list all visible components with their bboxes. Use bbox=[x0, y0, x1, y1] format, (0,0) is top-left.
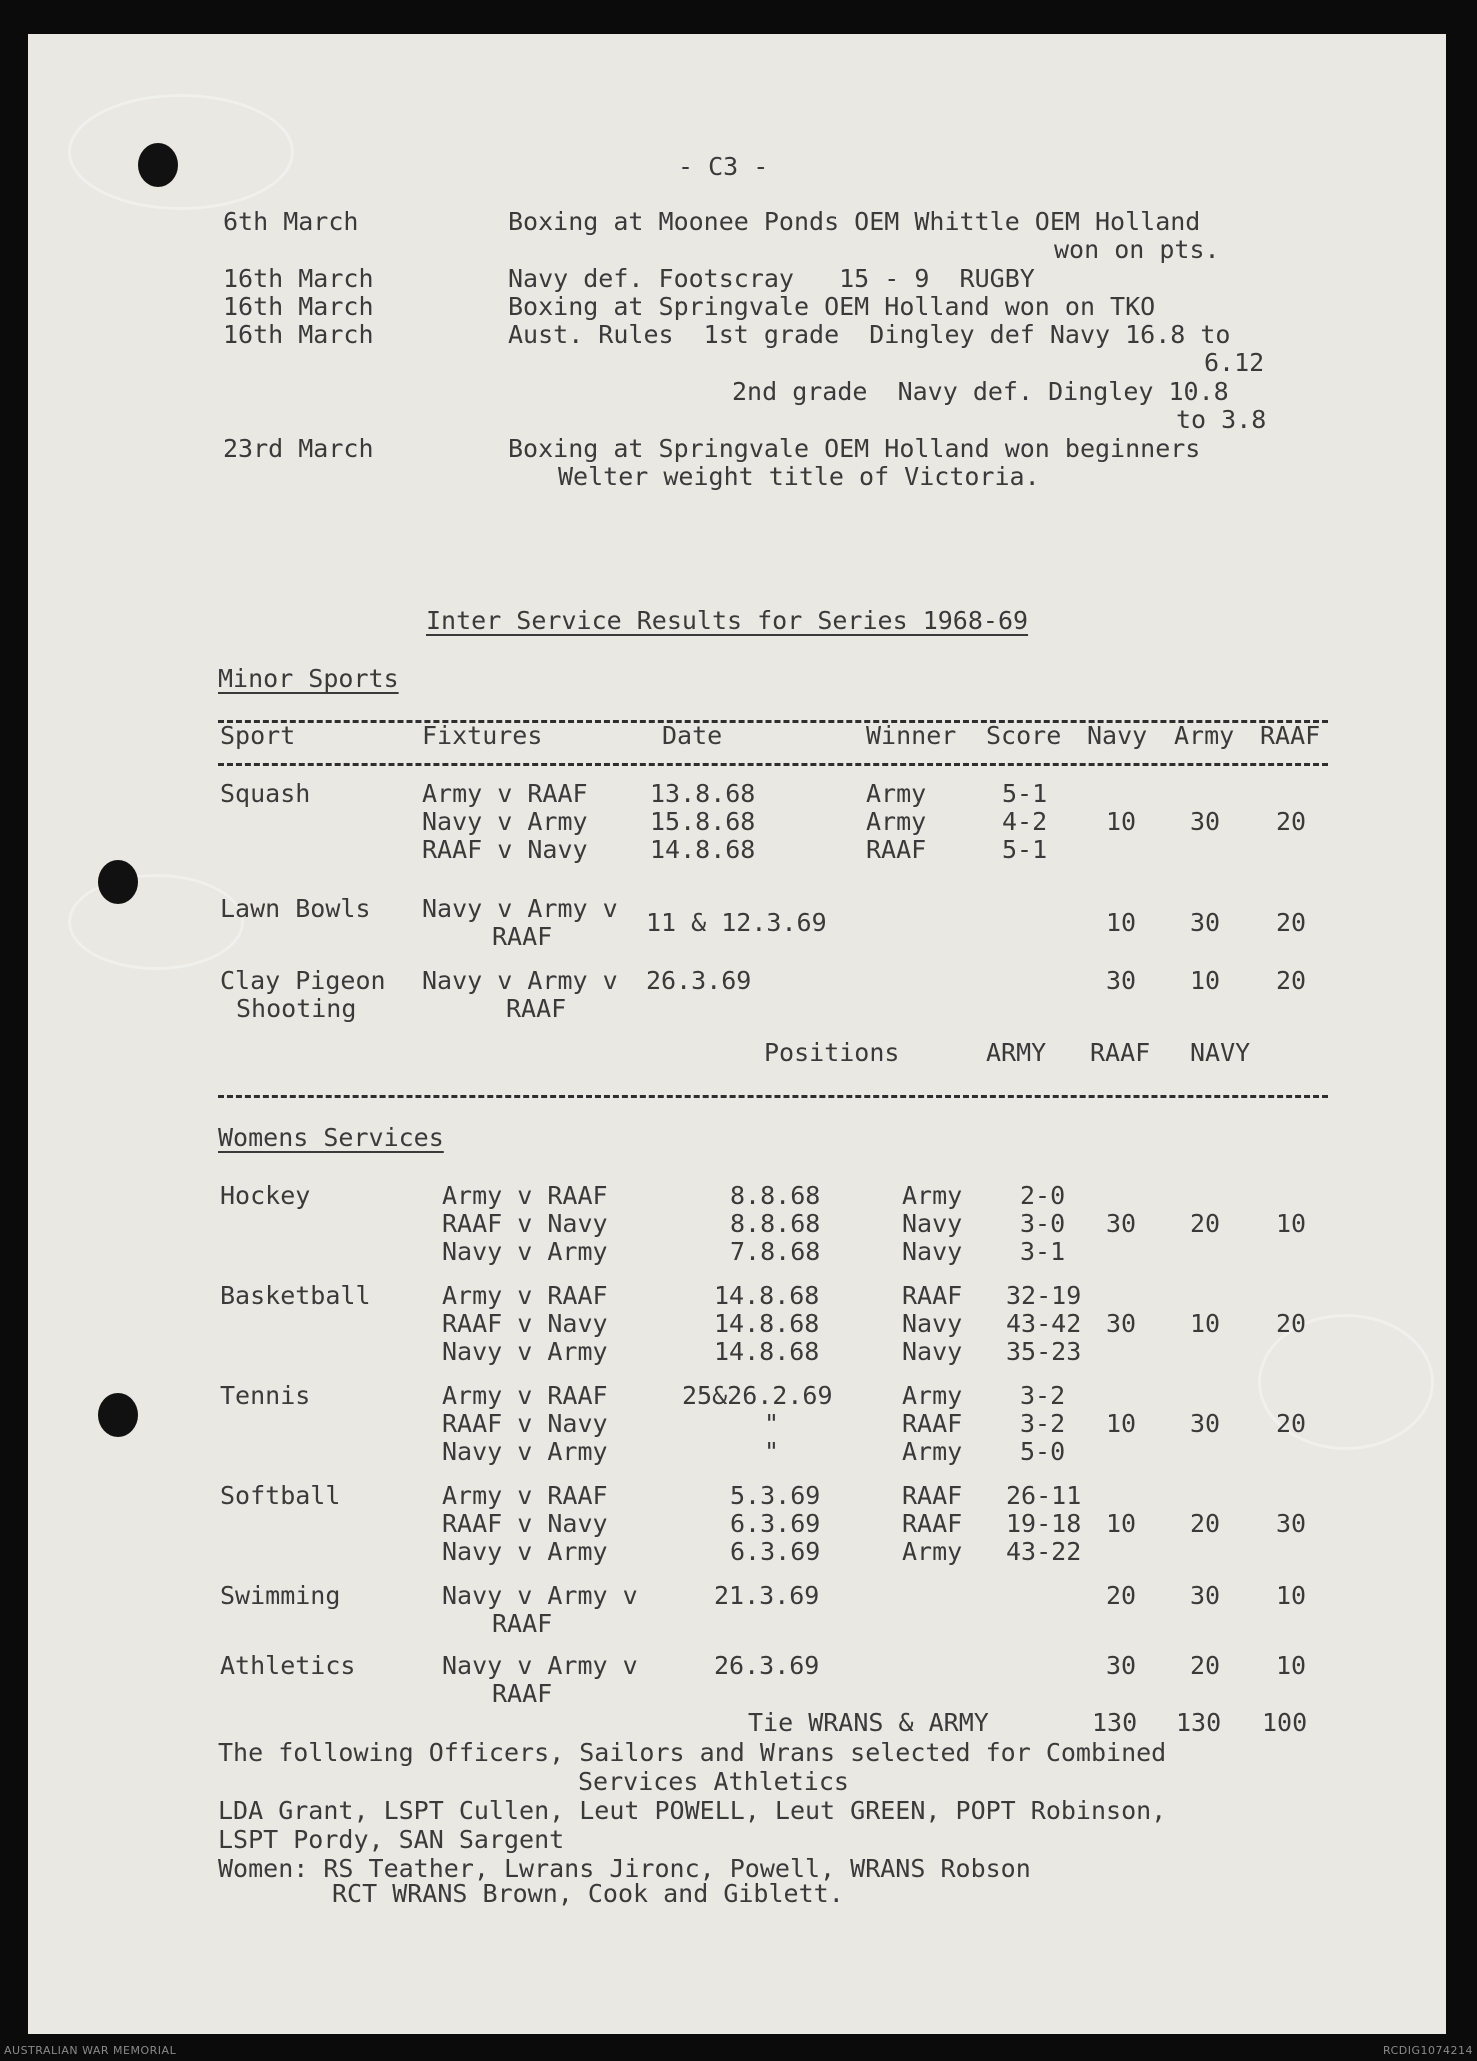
points-army: 30 bbox=[1190, 1409, 1221, 1438]
match-date: 13.8.68 bbox=[650, 779, 756, 808]
sport-name: Swimming bbox=[220, 1581, 341, 1610]
diary-event: Navy def. Footscray 15 - 9 RUGBY bbox=[508, 264, 1035, 293]
points-army: 20 bbox=[1190, 1209, 1221, 1238]
table-rule bbox=[218, 720, 1328, 723]
fixture: Army v RAAF bbox=[442, 1281, 608, 1310]
match-winner: Army bbox=[866, 807, 927, 836]
points-army: 30 bbox=[1190, 807, 1221, 836]
sport-name: Hockey bbox=[220, 1181, 311, 1210]
diary-date: 16th March bbox=[223, 264, 374, 293]
column-header-sport: Sport bbox=[220, 721, 296, 750]
match-date: " bbox=[764, 1437, 780, 1466]
match-winner: RAAF bbox=[902, 1481, 963, 1510]
column-header-winner: Winner bbox=[866, 721, 957, 750]
match-winner: Army bbox=[902, 1437, 963, 1466]
punch-hole bbox=[138, 143, 178, 187]
points-army: 10 bbox=[1190, 966, 1221, 995]
match-date: 6.3.69 bbox=[730, 1537, 821, 1566]
match-winner: Navy bbox=[902, 1309, 963, 1338]
total-label: Tie WRANS & ARMY bbox=[748, 1708, 989, 1737]
page-number: - C3 - bbox=[678, 152, 769, 181]
points-navy: 10 bbox=[1106, 807, 1137, 836]
points-army: 30 bbox=[1190, 1581, 1221, 1610]
fixture: Navy v Army bbox=[422, 807, 588, 836]
fixture-cont: RAAF bbox=[506, 994, 567, 1023]
archive-credit: AUSTRALIAN WAR MEMORIAL bbox=[4, 2044, 177, 2057]
match-score: 5-1 bbox=[1002, 779, 1048, 808]
total-army: 130 bbox=[1176, 1708, 1222, 1737]
match-date: 7.8.68 bbox=[730, 1237, 821, 1266]
column-header-raaf: RAAF bbox=[1260, 721, 1321, 750]
match-winner: Army bbox=[902, 1537, 963, 1566]
match-date: 25&26.2.69 bbox=[682, 1381, 833, 1410]
total-raaf: 100 bbox=[1262, 1708, 1308, 1737]
fixture: Navy v Army bbox=[442, 1237, 608, 1266]
selection-text: The following Officers, Sailors and Wrans selected for Combined bbox=[218, 1738, 1167, 1767]
fixture: RAAF v Navy bbox=[442, 1409, 608, 1438]
positions-label: Positions bbox=[764, 1038, 900, 1067]
column-header-score: Score bbox=[986, 721, 1062, 750]
fixture: Navy v Army bbox=[442, 1337, 608, 1366]
match-score: 5-0 bbox=[1020, 1437, 1066, 1466]
selection-names: LSPT Pordy, SAN Sargent bbox=[218, 1825, 565, 1854]
points-raaf: 10 bbox=[1276, 1581, 1307, 1610]
points-army: 30 bbox=[1190, 908, 1221, 937]
match-date: 26.3.69 bbox=[646, 966, 752, 995]
fixture: Army v RAAF bbox=[442, 1181, 608, 1210]
points-raaf: 20 bbox=[1276, 966, 1307, 995]
selection-women: RCT WRANS Brown, Cook and Giblett. bbox=[332, 1879, 844, 1908]
match-date: 21.3.69 bbox=[714, 1581, 820, 1610]
match-winner: Army bbox=[866, 779, 927, 808]
match-date: 15.8.68 bbox=[650, 807, 756, 836]
column-header-navy: Navy bbox=[1087, 721, 1148, 750]
match-date: " bbox=[764, 1409, 780, 1438]
match-winner: RAAF bbox=[902, 1509, 963, 1538]
fixture: Navy v Army v bbox=[442, 1581, 638, 1610]
punch-hole bbox=[98, 1393, 138, 1437]
match-date: 14.8.68 bbox=[650, 835, 756, 864]
selection-women: Women: RS Teather, Lwrans Jironc, Powell, WRANS Robson bbox=[218, 1854, 1031, 1883]
diary-date: 16th March bbox=[223, 292, 374, 321]
match-date: 8.8.68 bbox=[730, 1181, 821, 1210]
fixture: RAAF v Navy bbox=[442, 1209, 608, 1238]
match-winner: RAAF bbox=[902, 1409, 963, 1438]
position-third: NAVY bbox=[1190, 1038, 1251, 1067]
match-score: 3-1 bbox=[1020, 1237, 1066, 1266]
match-score: 3-2 bbox=[1020, 1409, 1066, 1438]
match-score: 3-2 bbox=[1020, 1381, 1066, 1410]
match-date: 5.3.69 bbox=[730, 1481, 821, 1510]
points-navy: 10 bbox=[1106, 1509, 1137, 1538]
column-header-date: Date bbox=[662, 721, 723, 750]
sport-name: Clay Pigeon bbox=[220, 966, 386, 995]
sport-name: Athletics bbox=[220, 1651, 356, 1680]
match-score: 2-0 bbox=[1020, 1181, 1066, 1210]
minor-sports-heading: Minor Sports bbox=[218, 664, 399, 693]
match-score: 26-11 bbox=[1006, 1481, 1082, 1510]
points-raaf: 20 bbox=[1276, 1409, 1307, 1438]
match-score: 5-1 bbox=[1002, 835, 1048, 864]
match-score: 43-22 bbox=[1006, 1537, 1082, 1566]
fixture-cont: RAAF bbox=[492, 922, 553, 951]
selection-text: Services Athletics bbox=[578, 1767, 849, 1796]
diary-event-cont: to 3.8 bbox=[1176, 405, 1267, 434]
punch-hole bbox=[98, 860, 138, 904]
column-header-army: Army bbox=[1174, 721, 1235, 750]
points-raaf: 20 bbox=[1276, 908, 1307, 937]
match-score: 35-23 bbox=[1006, 1337, 1082, 1366]
diary-event: 2nd grade Navy def. Dingley 10.8 bbox=[732, 377, 1229, 406]
archive-reference: RCDIG1074214 bbox=[1382, 2044, 1473, 2057]
match-score: 4-2 bbox=[1002, 807, 1048, 836]
points-navy: 10 bbox=[1106, 908, 1137, 937]
sport-name: Tennis bbox=[220, 1381, 311, 1410]
column-header-fixtures: Fixtures bbox=[422, 721, 543, 750]
selection-names: LDA Grant, LSPT Cullen, Leut POWELL, Leut GREEN, POPT Robinson, bbox=[218, 1796, 1167, 1825]
diary-event: Boxing at Moonee Ponds OEM Whittle OEM Holland bbox=[508, 207, 1201, 236]
fixture: Army v RAAF bbox=[442, 1481, 608, 1510]
fixture: RAAF v Navy bbox=[422, 835, 588, 864]
total-navy: 130 bbox=[1092, 1708, 1138, 1737]
match-winner: RAAF bbox=[902, 1281, 963, 1310]
position-first: ARMY bbox=[986, 1038, 1047, 1067]
fixture: RAAF v Navy bbox=[442, 1309, 608, 1338]
diary-event: Boxing at Springvale OEM Holland won on TKO bbox=[508, 292, 1156, 321]
diary-date: 6th March bbox=[223, 207, 359, 236]
match-winner: Navy bbox=[902, 1237, 963, 1266]
match-date: 8.8.68 bbox=[730, 1209, 821, 1238]
fixture-cont: RAAF bbox=[492, 1609, 553, 1638]
watermark-emboss bbox=[68, 874, 244, 970]
match-winner: Army bbox=[902, 1181, 963, 1210]
position-second: RAAF bbox=[1090, 1038, 1151, 1067]
sport-name: Basketball bbox=[220, 1281, 371, 1310]
fixture: Navy v Army bbox=[442, 1537, 608, 1566]
diary-date: 16th March bbox=[223, 320, 374, 349]
fixture-cont: RAAF bbox=[492, 1679, 553, 1708]
fixture: Army v RAAF bbox=[422, 779, 588, 808]
points-raaf: 10 bbox=[1276, 1651, 1307, 1680]
match-date: 6.3.69 bbox=[730, 1509, 821, 1538]
match-date: 26.3.69 bbox=[714, 1651, 820, 1680]
section-title: Inter Service Results for Series 1968-69 bbox=[426, 606, 1029, 635]
points-navy: 30 bbox=[1106, 1309, 1137, 1338]
fixture: Army v RAAF bbox=[442, 1381, 608, 1410]
table-rule bbox=[218, 763, 1328, 766]
match-score: 3-0 bbox=[1020, 1209, 1066, 1238]
fixture: RAAF v Navy bbox=[442, 1509, 608, 1538]
diary-date: 23rd March bbox=[223, 434, 374, 463]
fixture: Navy v Army v bbox=[442, 1651, 638, 1680]
fixture: Navy v Army v bbox=[422, 966, 618, 995]
points-navy: 20 bbox=[1106, 1581, 1137, 1610]
diary-event-cont: won on pts. bbox=[1054, 235, 1220, 264]
diary-event-cont: 6.12 bbox=[1204, 348, 1265, 377]
points-raaf: 30 bbox=[1276, 1509, 1307, 1538]
diary-event: Boxing at Springvale OEM Holland won beginners bbox=[508, 434, 1201, 463]
match-winner: Navy bbox=[902, 1209, 963, 1238]
points-raaf: 10 bbox=[1276, 1209, 1307, 1238]
match-date: 11 & 12.3.69 bbox=[646, 908, 827, 937]
diary-event: Aust. Rules 1st grade Dingley def Navy 16.8 to bbox=[508, 320, 1231, 349]
sport-name: Lawn Bowls bbox=[220, 894, 371, 923]
womens-services-heading: Womens Services bbox=[218, 1123, 444, 1152]
sport-name: Softball bbox=[220, 1481, 341, 1510]
sport-name: Squash bbox=[220, 779, 311, 808]
fixture: Navy v Army v bbox=[422, 894, 618, 923]
watermark-emboss bbox=[68, 94, 294, 210]
match-score: 43-42 bbox=[1006, 1309, 1082, 1338]
points-raaf: 20 bbox=[1276, 1309, 1307, 1338]
points-army: 10 bbox=[1190, 1309, 1221, 1338]
points-navy: 30 bbox=[1106, 1651, 1137, 1680]
fixture: Navy v Army bbox=[442, 1437, 608, 1466]
match-score: 19-18 bbox=[1006, 1509, 1082, 1538]
points-navy: 30 bbox=[1106, 1209, 1137, 1238]
sport-name-cont: Shooting bbox=[236, 994, 357, 1023]
points-navy: 10 bbox=[1106, 1409, 1137, 1438]
match-winner: Army bbox=[902, 1381, 963, 1410]
match-date: 14.8.68 bbox=[714, 1309, 820, 1338]
points-army: 20 bbox=[1190, 1509, 1221, 1538]
diary-event-cont: Welter weight title of Victoria. bbox=[558, 462, 1040, 491]
points-raaf: 20 bbox=[1276, 807, 1307, 836]
table-rule bbox=[218, 1095, 1328, 1098]
match-winner: RAAF bbox=[866, 835, 927, 864]
match-date: 14.8.68 bbox=[714, 1337, 820, 1366]
match-score: 32-19 bbox=[1006, 1281, 1082, 1310]
match-date: 14.8.68 bbox=[714, 1281, 820, 1310]
match-winner: Navy bbox=[902, 1337, 963, 1366]
points-army: 20 bbox=[1190, 1651, 1221, 1680]
points-navy: 30 bbox=[1106, 966, 1137, 995]
